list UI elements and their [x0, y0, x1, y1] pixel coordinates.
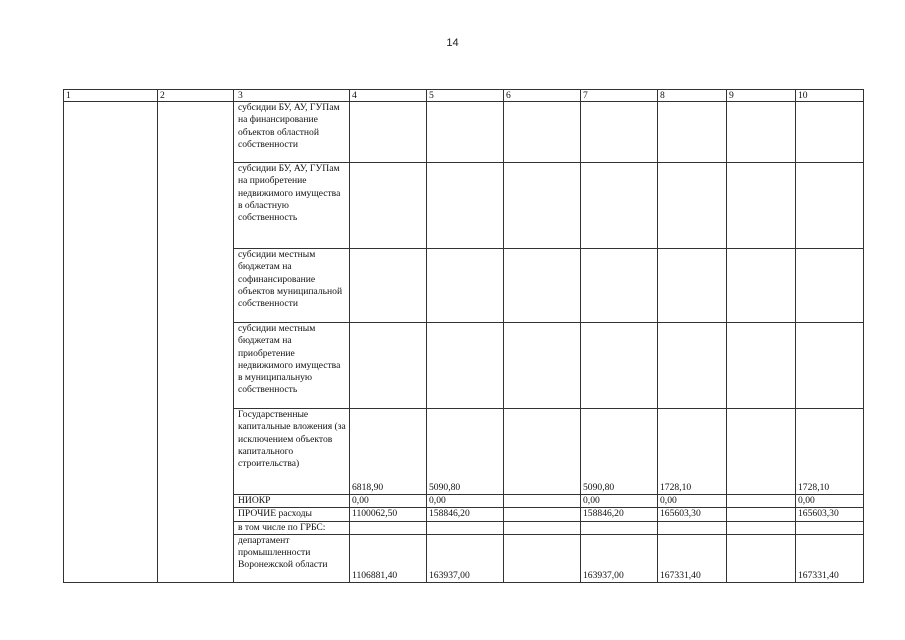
table-cell — [727, 323, 796, 409]
row-label: Государственные капитальные вложения (за исключением объектов капитального строительства) — [234, 409, 350, 495]
table-cell — [504, 495, 581, 508]
table-cell: 163937,00 — [427, 534, 504, 582]
table-cell: 165603,30 — [796, 508, 864, 521]
table-cell: 0,00 — [350, 495, 427, 508]
table-cell — [581, 163, 658, 249]
table-cell — [504, 508, 581, 521]
row-label: в том числе по ГРБС: — [234, 521, 350, 534]
column-header: 2 — [158, 90, 234, 102]
row-label: НИОКР — [234, 495, 350, 508]
table-cell — [796, 323, 864, 409]
budget-table — [63, 89, 864, 583]
table-cell — [504, 249, 581, 323]
table-cell: 1106881,40 — [350, 534, 427, 582]
table-cell — [350, 249, 427, 323]
table-cell — [504, 409, 581, 495]
table-cell — [658, 249, 727, 323]
table-cell: 0,00 — [796, 495, 864, 508]
table-cell: 158846,20 — [581, 508, 658, 521]
column-header: 9 — [727, 90, 796, 102]
table-cell — [658, 521, 727, 534]
table-cell: 5090,80 — [581, 409, 658, 495]
table-cell — [727, 163, 796, 249]
column-header: 10 — [796, 90, 864, 102]
table-cell: 0,00 — [427, 495, 504, 508]
table-cell — [504, 521, 581, 534]
table-cell — [581, 102, 658, 163]
table-cell — [796, 521, 864, 534]
row-label: ПРОЧИЕ расходы — [234, 508, 350, 521]
table-cell — [796, 249, 864, 323]
table-cell: 1728,10 — [796, 409, 864, 495]
table-cell: 158846,20 — [427, 508, 504, 521]
table-cell: 167331,40 — [796, 534, 864, 582]
table-cell — [727, 102, 796, 163]
table-cell: 163937,00 — [581, 534, 658, 582]
table-cell — [427, 163, 504, 249]
header-row — [64, 90, 864, 102]
row-label: субсидии БУ, АУ, ГУПам на финансирование объектов областной собственности — [234, 102, 350, 163]
column-header: 6 — [504, 90, 581, 102]
column-header: 8 — [658, 90, 727, 102]
table-cell: 1728,10 — [658, 409, 727, 495]
column-header: 5 — [427, 90, 504, 102]
row-label: субсидии местным бюджетам на софинансирование объектов муниципальной собственности — [234, 249, 350, 323]
table-cell: 0,00 — [581, 495, 658, 508]
table-cell — [658, 102, 727, 163]
table-cell: 1100062,50 — [350, 508, 427, 521]
table-cell: 0,00 — [658, 495, 727, 508]
row-label: департамент промышленности Воронежской области — [234, 534, 350, 582]
column-header: 3 — [234, 90, 350, 102]
table-cell — [350, 102, 427, 163]
table-cell — [727, 534, 796, 582]
table-cell — [727, 409, 796, 495]
table-cell — [427, 521, 504, 534]
table-cell — [581, 323, 658, 409]
table-cell: 165603,30 — [658, 508, 727, 521]
table-row — [64, 102, 864, 163]
table-cell — [658, 163, 727, 249]
column-header: 1 — [64, 90, 158, 102]
table-cell — [504, 163, 581, 249]
table-cell — [727, 521, 796, 534]
merged-cell-col2 — [158, 102, 234, 583]
table-cell: 5090,80 — [427, 409, 504, 495]
row-label: субсидии БУ, АУ, ГУПам на приобретение недвижимого имущества в областную собственность — [234, 163, 350, 249]
column-header: 7 — [581, 90, 658, 102]
table-cell — [658, 323, 727, 409]
table-cell — [727, 508, 796, 521]
table-cell: 167331,40 — [658, 534, 727, 582]
table-cell — [427, 102, 504, 163]
table-cell — [504, 102, 581, 163]
table-cell — [504, 323, 581, 409]
table-cell — [796, 163, 864, 249]
table-cell — [350, 521, 427, 534]
table-cell — [427, 249, 504, 323]
page-number: 14 — [446, 37, 459, 49]
table-cell — [581, 521, 658, 534]
merged-cell-col1 — [64, 102, 158, 583]
column-header: 4 — [350, 90, 427, 102]
table-cell — [350, 163, 427, 249]
row-label: субсидии местным бюджетам на приобретение недвижимого имущества в муниципальную собственность — [234, 323, 350, 409]
table-cell — [427, 323, 504, 409]
table-cell: 6818,90 — [350, 409, 427, 495]
table-cell — [581, 249, 658, 323]
table-cell — [350, 323, 427, 409]
table-cell — [504, 534, 581, 582]
table-cell — [796, 102, 864, 163]
table-cell — [727, 495, 796, 508]
table-cell — [727, 249, 796, 323]
